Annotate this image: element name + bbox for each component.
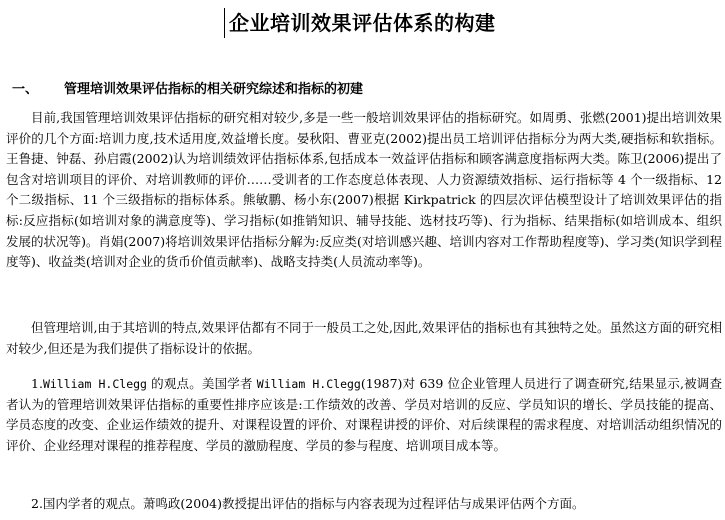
clegg-prefix: 1.: [31, 376, 43, 391]
paragraph-literature-review: 目前,我国管理培训效果评估指标的研究相对较少,多是一些一般培训效果评估的指标研究。如周勇、张燃(2001)提出培训效果评价的几个方面:培训力度,技术适用度,效益增长度。晏秋阳、曹亚克(2002)提出员工培训评估指标分为两大类,硬指标和软指标。王鲁捷、钟磊、孙启霞(2002)认为培训绩效评估指标体系,包括成本一效益评估指标和顾客满意度指标两大类。陈卫(2006)提出了包含对培训项目的评价、对培训教师的评价……受训者的工作态度总体表现、人力资源绩效指标、运行指标等 4 个一级指标、12 个二级指标、11 个三级指标的指标体系。熊敏鹏、杨小东(2007)根据 Kirkpatrick 的四层次评估模型设计了培训效果评估的指标:反应指标(如培训对象的满意度等)、学习指标(如推销知识、辅导技能、选材技巧等)、行为指标、结果指标(如培训成本、组织发展的状况等)。肖娟(2007)将培训效果评估指标分解为:反应类(对培训感兴趣、培训内容对工作帮助程度等)、学习类(知识学到程度等)、收益类(培训对企业的货币价值贡献率)、战略支持类(人员流动率等)。: [6, 110, 722, 270]
page-title: 企业培训效果评估体系的构建: [224, 8, 496, 38]
paragraph-domestic-view: 2.国内学者的观点。萧鸣政(2004)教授提出评估的指标与内容表现为过程评估与成果评估两个方面。: [31, 496, 585, 511]
section-number: 一、: [12, 82, 39, 97]
section-heading-text: 管理培训效果评估指标的相关研究综述和指标的初建: [64, 82, 364, 97]
clegg-rest: (1987)对 639 位企业管理人员进行了调查研究,结果显示,被调查者认为的管理培训效果评估指标的重要性排序应该是:工作绩效的改善、学员对培训的反应、学员知识的增长、学员技能的提高、学员态度的改变、企业运作绩效的提升、对课程设置的评价、对课程讲授的评价、对后续课程的需求程度、对培训活动组织情况的评价、企业经理对课程的推荐程度、学员的激励程度、学员的参与程度、培训项目成本等。: [6, 376, 722, 453]
clegg-name-2: William H.Clegg: [256, 377, 361, 391]
clegg-mid: 的观点。美国学者: [146, 376, 257, 391]
section-heading: [12, 78, 363, 97]
paragraph-clegg-view: [6, 374, 722, 456]
clegg-name-1: William H.Clegg: [42, 377, 147, 391]
paragraph-management-training: 但管理培训,由于其培训的特点,效果评估都有不同于一般员工之处,因此,效果评估的指标也有其独特之处。虽然这方面的研究相对较少,但还是为我们提供了指标设计的依据。: [6, 320, 722, 356]
